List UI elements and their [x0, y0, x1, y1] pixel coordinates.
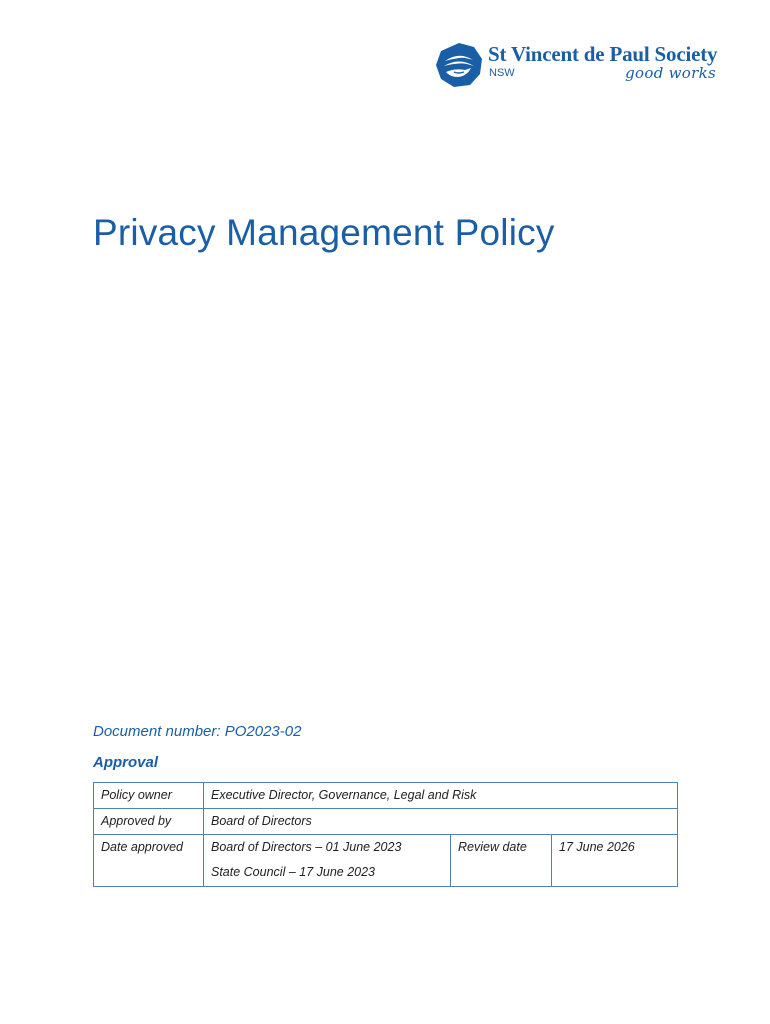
approval-heading: Approval	[93, 754, 159, 771]
review-date-label: Review date	[451, 835, 552, 887]
svdp-emblem-icon	[434, 41, 484, 89]
approved-by-value: Board of Directors	[204, 809, 678, 835]
org-name: St Vincent de Paul Society	[488, 42, 718, 66]
board-approval-date: Board of Directors – 01 June 2023	[211, 840, 402, 854]
approved-by-label: Approved by	[94, 809, 204, 835]
table-row	[94, 783, 678, 809]
date-approved-value	[204, 835, 451, 887]
state-council-approval-date: State Council – 17 June 2023	[211, 865, 376, 879]
document-number: Document number: PO2023-02	[93, 723, 302, 740]
policy-owner-value: Executive Director, Governance, Legal and Risk	[204, 783, 678, 809]
table-row	[94, 809, 678, 835]
approval-table	[93, 782, 678, 887]
org-logo	[434, 41, 724, 91]
date-approved-label: Date approved	[94, 835, 204, 887]
org-region: NSW	[489, 67, 515, 79]
org-tagline: good works	[625, 64, 716, 82]
page-title: Privacy Management Policy	[93, 212, 555, 253]
review-date-value: 17 June 2026	[552, 835, 678, 887]
policy-owner-label: Policy owner	[94, 783, 204, 809]
table-row	[94, 835, 678, 887]
